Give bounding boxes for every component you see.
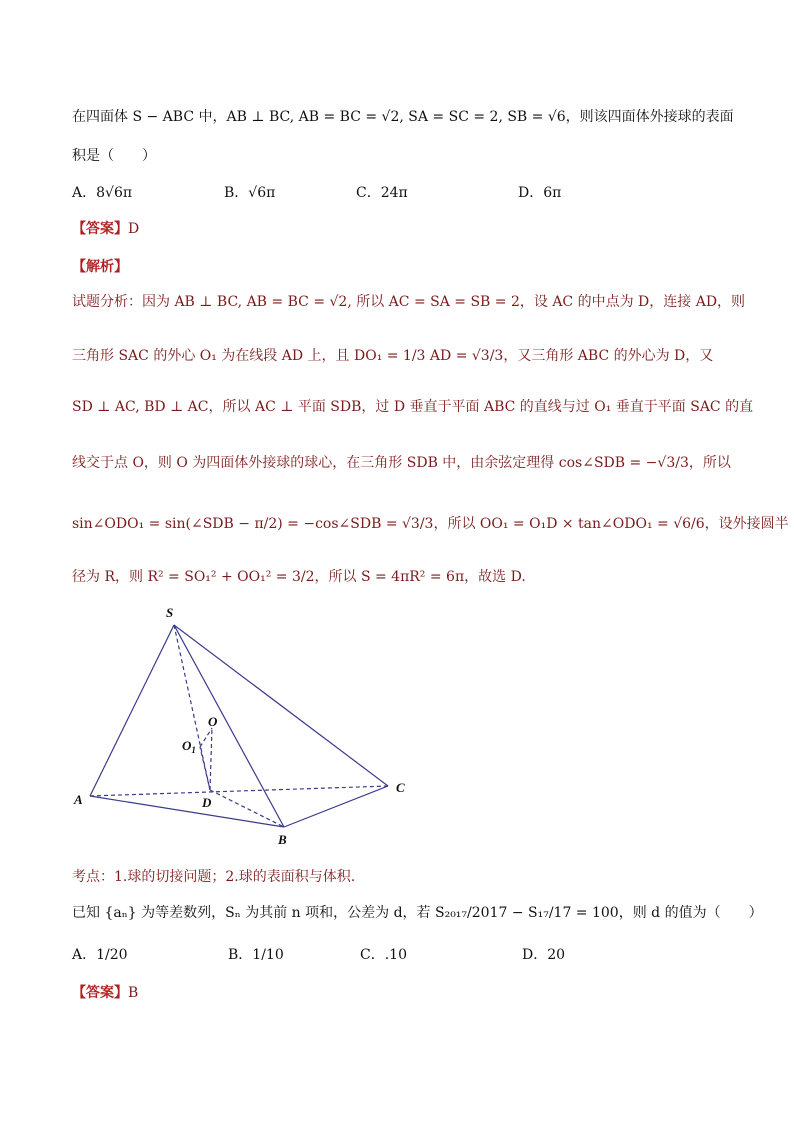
q6-analysis-line1: 试题分析：因为 AB ⊥ BC, AB = BC = √2, 所以 AC = SA = SB = 2，设 AC 的中点为 D，连接 AD，则 <box>72 294 746 310</box>
q7-option-c: C．.10 <box>360 947 407 963</box>
q6-kaodian: 考点：1.球的切接问题；2.球的表面积与体积. <box>72 869 356 885</box>
q7-option-d: D．20 <box>522 947 566 963</box>
q6-stem-line1: 在四面体 S − ABC 中，AB ⊥ BC, AB = BC = √2, SA = SC = 2, SB = √6，则该四面体外接球的表面 <box>72 109 734 125</box>
q6-analysis-line2: 三角形 SAC 的外心 O₁ 为在线段 AD 上，且 DO₁ = 1/3 AD = √3/3，又三角形 ABC 的外心为 D，又 <box>72 348 714 364</box>
label-a: A <box>74 792 83 807</box>
q6-analysis-line5: sin∠ODO₁ = sin(∠SDB − π/2) = −cos∠SDB = √3/3，所以 OO₁ = O₁D × tan∠ODO₁ = √6/6，设外接圆半 <box>72 516 789 532</box>
q6-analysis-tag: 【解析】 <box>72 259 128 275</box>
edge-ab <box>90 796 284 827</box>
q6-analysis-line6: 径为 R，则 R² = SO₁² + OO₁² = 3/2，所以 S = 4πR² = 6π，故选 D. <box>72 569 526 585</box>
q7-answer: 【答案】B <box>72 985 139 1001</box>
q7-option-b: B．1/10 <box>228 947 284 963</box>
edge-sd-dashed <box>174 625 210 790</box>
edge-oo1-dashed <box>200 728 212 747</box>
label-c: C <box>396 780 405 795</box>
q6-analysis-line4: 线交于点 O，则 O 为四面体外接球的球心，在三角形 SDB 中，由余弦定理得 cos∠SDB = −√3/3，所以 <box>72 455 731 471</box>
q6-analysis-line3: SD ⊥ AC, BD ⊥ AC，所以 AC ⊥ 平面 SDB，过 D 垂直于平面 ABC 的直线与过 O₁ 垂直于平面 SAC 的直 <box>72 399 754 415</box>
q7-option-a: A．1/20 <box>72 947 128 963</box>
q7-stem: 已知 {aₙ} 为等差数列，Sₙ 为其前 n 项和，公差为 d，若 S₂₀₁₇/2017 − S₁₇/17 = 100，则 d 的值为（ ） <box>72 905 763 921</box>
label-s: S <box>166 605 174 620</box>
label-o: O <box>208 714 218 729</box>
edge-do-dashed <box>210 728 212 790</box>
q6-option-b: B．√6π <box>224 185 276 201</box>
tetrahedron-figure <box>60 600 405 850</box>
label-b: B <box>278 832 287 847</box>
label-o1: $O_1$ <box>182 738 196 755</box>
q6-option-c: C．24π <box>356 185 408 201</box>
edge-sa <box>90 625 174 796</box>
edge-ac-dashed <box>90 786 388 796</box>
q6-answer: 【答案】D <box>72 221 140 237</box>
edge-sc <box>174 625 388 786</box>
q6-option-a: A．8√6π <box>72 185 133 201</box>
edge-sb <box>174 625 284 827</box>
edge-bc <box>284 786 388 827</box>
label-d: D <box>202 795 212 810</box>
q6-stem-line2: 积是（ ） <box>72 148 156 164</box>
q6-option-d: D．6π <box>518 185 562 201</box>
